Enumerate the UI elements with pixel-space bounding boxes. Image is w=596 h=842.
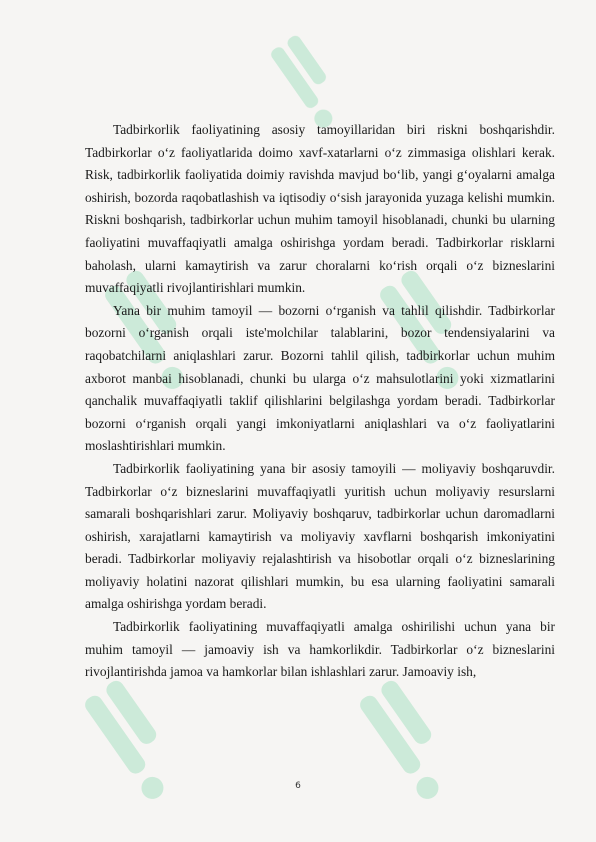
paragraph-4: Tadbirkorlik faoliyatining muvaffaqiyatli amalga oshirilishi uchun yana bir muhim tamoyil — jamoaviy ish va hamkorlikdir. Tadbirkorlar o‘z bizneslarini rivojlantirishda jamoa va hamkorlar bilan ishlashlari zarur. Jamoaviy ish,	[85, 619, 555, 680]
body-text	[85, 119, 555, 684]
watermark-mark-top	[267, 33, 350, 131]
page-number: 6	[295, 781, 301, 791]
paragraph-2: Yana bir muhim tamoyil — bozorni o‘rganish va tahlil qilishdir. Tadbirkorlar bozorni o‘rganish orqali iste'molchilar talablarini, bozor tendensiyalarini va raqobatchilarni aniqlashlari zarur. Bozorni tahlil qilish, tadbirkorlar uchun muhim axborot manbai hisoblanadi, chunki bu ularga o‘z mahsulotlarini yoki xizmatlarini qanchalik muvaffaqiyatli taklif qilishlarini belgilashga yordam beradi. Tadbirkorlar bozorni o‘rganish orqali yangi imkoniyatlarni aniqlashlari va o‘z faoliyatlarini moslashtirishlari mumkin.	[85, 302, 555, 454]
paragraph-1: Tadbirkorlik faoliyatining asosiy tamoyillaridan biri riskni boshqarishdir. Tadbirkorlar o‘z faoliyatlarida doimo xavf-xatarlarni o‘z zimmasiga olishlari kerak. Risk, tadbirkorlik faoliyatida doimiy ravishda mavjud bo‘lib, yangi g‘oyalarni amalga oshirish, bozorda raqobatlashish va iqtisodiy o‘sish jarayonida yuzaga kelishi mumkin. Riskni boshqarish, tadbirkorlar uchun muhim tamoyil hisoblanadi, chunki bu ularning faoliyatini muvaffaqiyatli amalga oshirishga yordam beradi. Tadbirkorlar risklarni baholash, ularni kamaytirish va zarur choralarni ko‘rish orqali o‘z bizneslarini muvaffaqiyatli rivojlantirishlari mumkin.	[85, 122, 555, 296]
paragraph-3: Tadbirkorlik faoliyatining yana bir asosiy tamoyili — moliyaviy boshqaruvdir. Tadbirkorlar o‘z bizneslarini muvaffaqiyatli yuritish uchun moliyaviy resurslarni samarali boshqarishlari zarur. Moliyaviy boshqaruv, tadbirkorlar uchun daromadlarni oshirish, xarajatlarni kamaytirish va moliyaviy xavflarni boshqarish imkoniyatini beradi. Tadbirkorlar moliyaviy rejalashtirish va hisobotlar orqali o‘z bizneslarining moliyaviy holatini nazorat qilishlari mumkin, bu esa ularning faoliyatini samarali amalga oshirishga yordam beradi.	[85, 460, 555, 612]
